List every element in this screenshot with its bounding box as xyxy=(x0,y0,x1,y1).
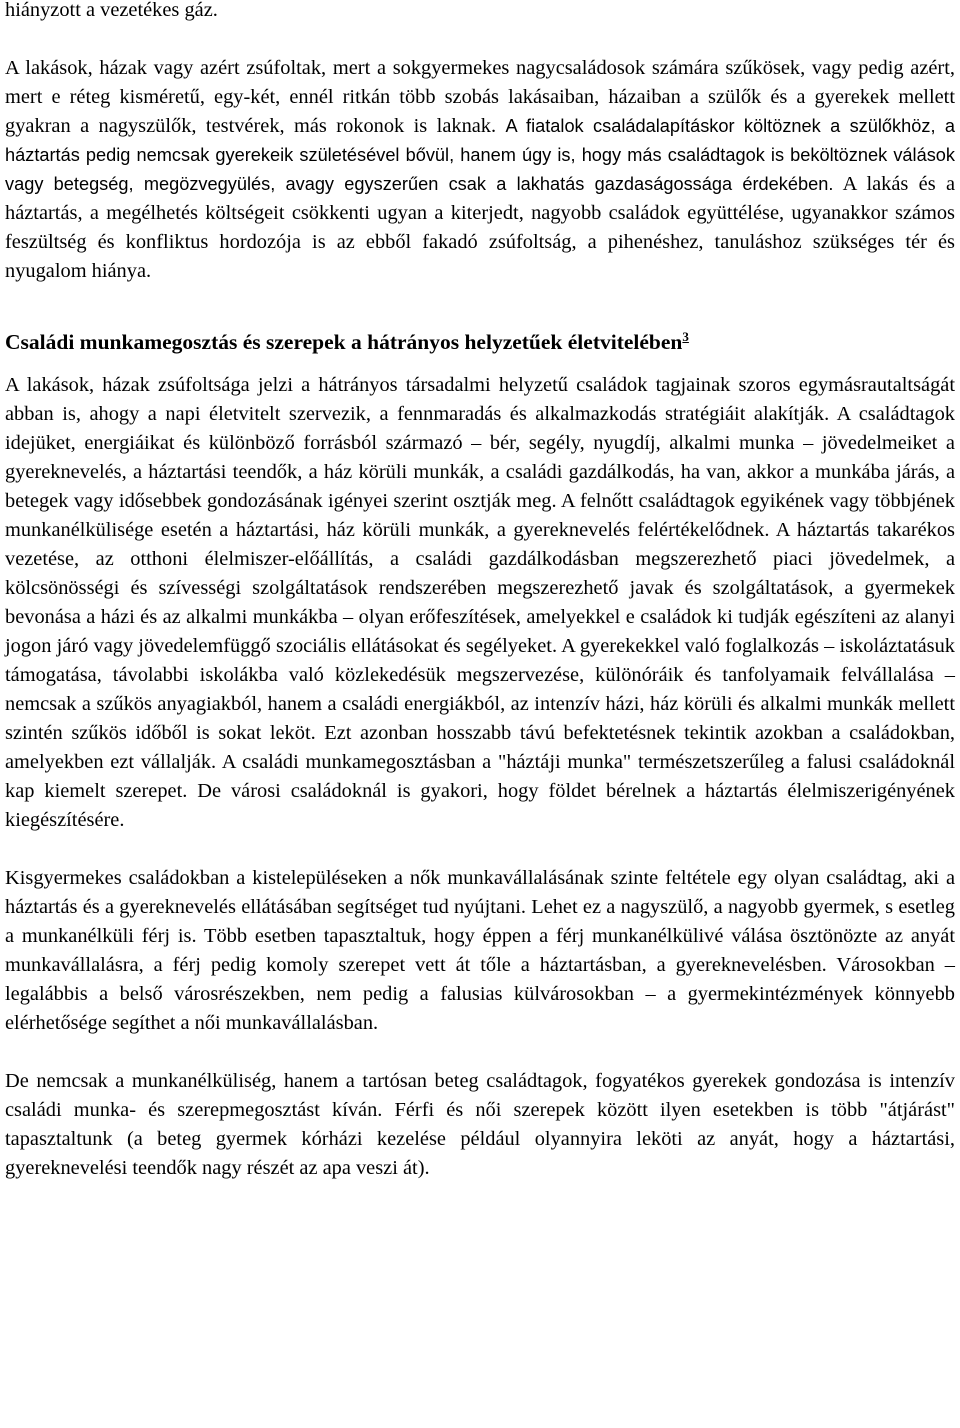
paragraph-text: De nemcsak a munkanélküliség, hanem a tartósan beteg családtagok, fogyatékos gyerekek gondozása is intenzív családi munka- és szerepmegosztást kíván. Férfi és női szerepek között ilyen esetekben is több "átjárást" tapasztaltunk (a beteg gyermek kórházi kezelése például olyannyira leköti az anyát, hogy a háztartási, gyereknevelési teendők nagy részét az apa veszi át). xyxy=(5,1070,955,1179)
paragraph-housing xyxy=(5,54,955,286)
paragraph-care xyxy=(5,1067,955,1183)
section-heading-text: Családi munkamegosztás és szerepek a hátrányos helyzetűek életvitelében xyxy=(5,330,683,354)
paragraph-text: A lakások, házak zsúfoltsága jelzi a hátrányos társadalmi helyzetű családok tagjainak szoros egymásrautaltságát abban is, ahogy a napi életvitelt szervezik, a fennmaradás és alkalmazkodás stratégiáit alakítják. A családtagok idejüket, energiáikat és különböző forrásból származó – bér, segély, nyugdíj, alkalmi munka – jövedelmeiket a gyereknevelés, a háztartási teendők, a ház körüli munkák, a családi gazdálkodás, ha van, akkor a munkába járás, a betegek vagy idősebbek gondozásának igényei szerint osztják meg. A felnőtt családtagok egyikének vagy többjének munkanélkülisége esetén a háztartási, ház körüli munkák, a gyereknevelés felértékelődnek. A háztartás takarékos vezetése, az otthoni élelmiszer-előállítás, a családi gazdálkodásban megszerezhető piaci jövedelmek, a kölcsönösségi és szívességi szolgáltatások rendszerében megszerezhető javak és szolgáltatások, a gyermekek bevonása a házi és az alkalmi munkákba – olyan erőfeszítések, amelyekkel e családok ki tudják egészíteni az alanyi jogon járó vagy jövedelemfüggő szociális ellátásokat és segélyeket. A gyerekekkel való foglalkozás – iskoláztatásuk támogatása, távolabbi iskolákba való közlekedésük megszervezése, különóráik és tanfolyamaik felvállalása – nemcsak a szűkös anyagiakból, hanem a családi energiákból, az intenzív házi, ház körüli és alkalmi munkák mellett szintén szűkös időből is sokat leköt. Ezt azonban hosszabb távú befektetésnek tekintik azokban a családokban, amelyekben ezt vállalják. A családi munkamegosztásban a "háztáji munka" természetszerűleg a falusi családoknál kap kiemelt szerepet. De városi családoknál is gyakori, hogy földet bérelnek a háztartás élelmiszerigényének kiegészítésére. xyxy=(5,374,955,831)
paragraph-division-of-labour xyxy=(5,371,955,835)
paragraph-text-serif: A lakások, házak vagy azért zsúfoltak, mert a sokgyermekes nagycsaládosok számára szűkösek, vagy pedig azért, mert e réteg kisméretű, egy-két, ennél ritkán több szobás lakásaiban, házaiban a szülők és a gyerekek mellett gyakran a nagyszülők, testvérek, más rokonok is laknak. xyxy=(5,57,955,137)
section-heading xyxy=(5,328,955,357)
paragraph-small-children xyxy=(5,864,955,1038)
footnote-link[interactable]: 3 xyxy=(682,328,689,344)
paragraph-continuation xyxy=(5,0,955,25)
paragraph-text: hiányzott a vezetékes gáz. xyxy=(5,0,218,21)
paragraph-text-serif-end: A lakás és a háztartás, a megélhetés költségeit csökkenti ugyan a kiterjedt, nagyobb családok együttélése, ugyanakkor számos feszültség és konfliktus hordozója is az ebből fakadó zsúfoltság, a pihenéshez, tanuláshoz szükséges tér és nyugalom hiánya. xyxy=(5,173,955,282)
document-page xyxy=(5,0,955,1183)
paragraph-text-sans: A fiatalok családalapításkor költöznek a szülőkhöz, a háztartás pedig nemcsak gyerekeik születésével bővül, hanem úgy is, hogy más családtagok is beköltöznek válások vagy betegség, megözvegyülés, avagy egyszerűen csak a lakhatás gazdaságossága érdekében. xyxy=(5,116,955,194)
paragraph-text: Kisgyermekes családokban a kistelepüléseken a nők munkavállalásának szinte feltétele egy olyan családtag, aki a háztartás és a gyereknevelés ellátásában segítséget tud nyújtani. Lehet ez a nagyszülő, a nagyobb gyermek, s esetleg a munkanélküli férj is. Több esetben tapasztaltuk, hogy éppen a férj munkanélkülivé válása ösztönözte az anyát munkavállalásra, a férj pedig komoly szerepet vett át tőle a háztartásban, a gyereknevelésben. Városokban – legalábbis a belső városrészekben, nem pedig a falusias külvárosokban – a gyermekintézmények könnyebb elérhetősége segíthet a női munkavállalásban. xyxy=(5,867,955,1034)
